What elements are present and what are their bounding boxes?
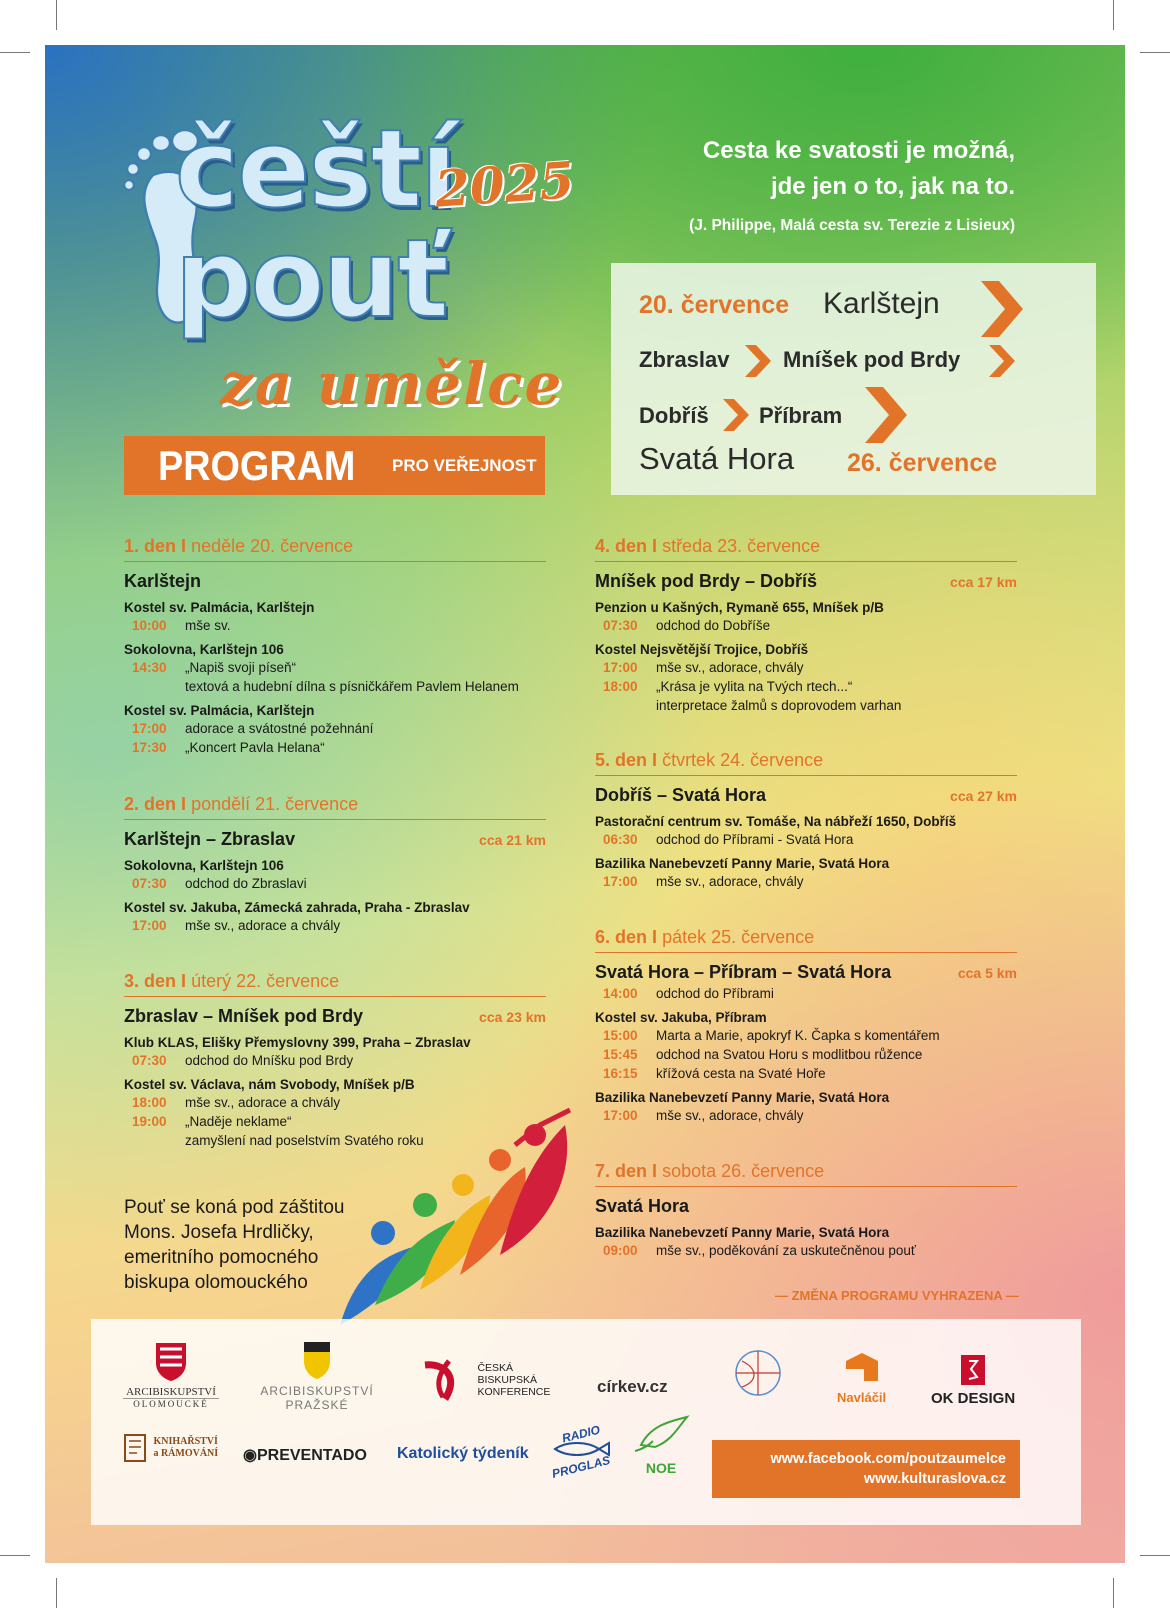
chevron-right-icon [981, 281, 1023, 337]
pin-icon: ◉ [243, 1447, 257, 1464]
day-4 [595, 536, 1017, 717]
venue: Kostel sv. Václava, nám Svobody, Mníšek p/B [124, 1077, 415, 1092]
event [124, 618, 546, 637]
route-name: Dobříš – Svatá Hora [595, 785, 767, 805]
chevron-right-icon [865, 387, 907, 443]
logo-radio-proglas [545, 1422, 617, 1481]
event-time: 19:00 [132, 1114, 167, 1129]
chevron-right-icon [989, 345, 1015, 377]
event [595, 679, 1017, 698]
day-number: 7. den [595, 1161, 648, 1181]
day-separator: I [181, 971, 187, 991]
jubilee-pilgrims-logo [325, 1105, 585, 1335]
day-route [595, 571, 1017, 595]
crop-mark [1113, 1578, 1114, 1608]
logo-cirkev-cz: církev.cz [597, 1377, 668, 1396]
event-description: křížová cesta na Svaté Hoře [656, 1066, 826, 1081]
event-time: 15:45 [603, 1047, 638, 1062]
logo-text: PREVENTADO [256, 1447, 367, 1464]
day-route [595, 962, 1017, 986]
event-description: mše sv. [185, 618, 231, 633]
logo-text: RADIO [560, 1422, 602, 1446]
facebook-link[interactable]: www.facebook.com/poutzaumelce [770, 1451, 1006, 1467]
logo-text: Navláčil [837, 1390, 887, 1405]
venue: Kostel sv. Palmácia, Karlštejn [124, 600, 315, 615]
quote-line-2: jde jen o to, jak na to. [770, 173, 1015, 200]
venue: Bazilika Nanebevzetí Panny Marie, Svatá Hora [595, 1225, 890, 1240]
day-heading [124, 971, 546, 997]
quote-source: (J. Philippe, Malá cesta sv. Terezie z Lisieux) [689, 217, 1015, 234]
logo-ckd [719, 1341, 797, 1406]
route-stop-4: Příbram [759, 403, 843, 428]
logo-knihar [123, 1431, 218, 1465]
route-name: Svatá Hora – Příbram – Svatá Hora [595, 962, 892, 982]
crop-mark [56, 1578, 57, 1608]
day-date: pátek 25. července [662, 927, 815, 947]
event [595, 1047, 1017, 1066]
coat-of-arms-icon [303, 1341, 331, 1379]
event-description: odchod do Příbrami [656, 986, 774, 1001]
day-separator: I [652, 1161, 658, 1181]
day-number: 3. den [124, 971, 177, 991]
crop-mark [1113, 0, 1114, 30]
logo-text: a RÁMOVÁNÍ [153, 1448, 219, 1459]
event [595, 1108, 1017, 1127]
ok-design-mark-icon [961, 1355, 985, 1385]
quote-line-1: Cesta ke svatosti je možná, [702, 137, 1015, 164]
event [595, 660, 1017, 679]
day-separator: I [652, 750, 658, 770]
event-time: 09:00 [603, 1243, 638, 1258]
day-separator: I [181, 794, 187, 814]
logo-text: ČESKÁ [477, 1362, 514, 1374]
event-time: 15:00 [603, 1028, 638, 1043]
coat-of-arms-icon [154, 1341, 188, 1381]
route-name: Karlštejn [124, 571, 202, 591]
event-time: 18:00 [603, 679, 638, 694]
chevron-right-icon [745, 345, 771, 377]
event [124, 721, 546, 740]
day-date: středa 23. července [662, 536, 821, 556]
event-time: 17:00 [132, 918, 167, 933]
event-description: Marta a Marie, apokryf K. Čapka s komentářem [656, 1028, 940, 1043]
day-date: pondělí 21. července [191, 794, 359, 814]
event [595, 1243, 1017, 1262]
day-heading [595, 750, 1017, 776]
crop-mark [1140, 52, 1170, 53]
event-description-2: textová a hudební dílna s písničkářem Pavlem Helanem [185, 679, 519, 694]
logo-preventado [243, 1445, 367, 1465]
day-1 [124, 536, 546, 759]
route-name: Karlštejn – Zbraslav [124, 829, 296, 849]
event [124, 876, 546, 895]
poster [45, 45, 1125, 1563]
globe-icon [728, 1341, 788, 1401]
event-time: 17:00 [132, 721, 167, 736]
day-heading [124, 536, 546, 562]
venue: Sokolovna, Karlštejn 106 [124, 858, 284, 873]
program-label: PROGRAM [158, 442, 356, 489]
event-time: 17:00 [603, 874, 638, 889]
logo-katolicky-tydenik: Katolický týdeník [397, 1445, 529, 1462]
day-route [124, 1006, 546, 1030]
patron-line: emeritního pomocného [124, 1247, 319, 1268]
event [124, 660, 546, 679]
event-description: mše sv., adorace a chvály [185, 1095, 341, 1110]
event [595, 986, 1017, 1005]
event-description-2: zamyšlení nad poselstvím Svatého roku [185, 1133, 424, 1148]
day-number: 5. den [595, 750, 648, 770]
route-name: Zbraslav – Mníšek pod Brdy [124, 1006, 364, 1026]
patron-line: Pouť se koná pod záštitou [124, 1197, 345, 1218]
navlacil-mark-icon [842, 1351, 882, 1385]
day-heading [595, 927, 1017, 953]
event-description: odchod do Příbrami - Svatá Hora [656, 832, 854, 847]
day-route [124, 571, 546, 595]
event-time: 07:30 [603, 618, 638, 633]
event-time: 17:00 [603, 660, 638, 675]
logo-text: BISKUPSKÁ [477, 1374, 537, 1386]
day-date: neděle 20. července [191, 536, 354, 556]
event-time: 07:30 [132, 876, 167, 891]
event-description: mše sv., adorace, chvály [656, 660, 804, 675]
venue: Kostel sv. Palmácia, Karlštejn [124, 703, 315, 718]
route-name: Svatá Hora [595, 1196, 690, 1216]
venue: Sokolovna, Karlštejn 106 [124, 642, 284, 657]
day-route [124, 829, 546, 853]
day-7 [595, 1161, 1017, 1262]
event [124, 1053, 546, 1072]
event-description: „Krása je vylita na Tvých rtech...“ [656, 679, 853, 694]
event-time: 07:30 [132, 1053, 167, 1068]
event-description: mše sv., adorace, chvály [656, 874, 804, 889]
day-heading [595, 1161, 1017, 1187]
route-box [611, 263, 1096, 495]
program-sublabel: PRO VEŘEJNOST [392, 456, 537, 475]
crop-mark [1140, 1555, 1170, 1556]
route-stop-2: Mníšek pod Brdy [783, 347, 961, 372]
logo-ceska-biskupska-konference [419, 1359, 550, 1401]
event-description: „Napiš svoji píseň“ [185, 660, 297, 675]
day-number: 6. den [595, 927, 648, 947]
book-icon [123, 1431, 149, 1465]
route-name: Mníšek pod Brdy – Dobříš [595, 571, 818, 591]
route-end-date: 26. července [847, 449, 998, 477]
route-distance: cca 21 km [479, 832, 546, 848]
title-line-1: čeští [175, 107, 456, 232]
day-6 [595, 927, 1017, 1127]
event [595, 1066, 1017, 1085]
event-description: odchod do Mníšku pod Brdy [185, 1053, 354, 1068]
day-date: čtvrtek 24. července [662, 750, 824, 770]
venue: Kostel sv. Jakuba, Příbram [595, 1010, 767, 1025]
event-time: 14:00 [603, 986, 638, 1001]
patron-note [124, 1195, 345, 1295]
event-description: odchod do Dobříše [656, 618, 771, 633]
logo-text: OLOMOUCKÉ [133, 1399, 209, 1409]
day-separator: I [652, 536, 658, 556]
logo-text: ARCIBISKUPSTVÍ [260, 1384, 374, 1398]
cbk-mark-icon [419, 1359, 473, 1401]
event-description: mše sv., poděkování za uskutečněnou pouť [656, 1243, 916, 1258]
route-stop-1: Zbraslav [639, 347, 730, 372]
logo-arcibiskupstvi-olomoucke [123, 1341, 219, 1409]
day-separator: I [181, 536, 187, 556]
route-distance: cca 5 km [957, 965, 1017, 981]
logo-noe [631, 1415, 691, 1476]
event-description-2: interpretace žalmů s doprovodem varhan [656, 698, 902, 713]
route-distance: cca 23 km [479, 1009, 546, 1025]
logo-text: PRAŽSKÉ [285, 1398, 349, 1412]
event-time: 18:00 [132, 1095, 167, 1110]
title-line-2: pouť [175, 217, 448, 342]
crop-mark [0, 52, 30, 53]
event [595, 832, 1017, 851]
event [124, 740, 546, 759]
route-stop-3: Dobříš [639, 403, 709, 428]
logo-text: PROGLAS [550, 1453, 612, 1481]
event-description: mše sv., adorace, chvály [656, 1108, 804, 1123]
route-distance: cca 17 km [950, 574, 1017, 590]
logo-text: KONFERENCE [477, 1386, 551, 1398]
event-description: adorace a svátostné požehnání [185, 721, 374, 736]
event-description: „Koncert Pavla Helana“ [185, 740, 325, 755]
event [595, 1028, 1017, 1047]
route-start-place: Karlštejn [823, 287, 940, 320]
program-bar [124, 436, 545, 495]
route-start-date: 20. července [639, 291, 790, 319]
venue: Penzion u Kašných, Rymaně 655, Mníšek p/B [595, 600, 884, 615]
logo-navlacil [837, 1351, 886, 1405]
day-separator: I [652, 927, 658, 947]
event-time: 06:30 [603, 832, 638, 847]
logo-text: ARCIBISKUPSTVÍ [123, 1386, 219, 1399]
venue: Pastorační centrum sv. Tomáše, Na nábřeží 1650, Dobříš [595, 814, 957, 829]
event-description: mše sv., adorace a chvály [185, 918, 341, 933]
venue: Klub KLAS, Elišky Přemyslovny 399, Praha – Zbraslav [124, 1035, 471, 1050]
venue: Bazilika Nanebevzetí Panny Marie, Svatá Hora [595, 856, 890, 871]
day-date: sobota 26. července [662, 1161, 825, 1181]
day-route [595, 785, 1017, 809]
event [595, 874, 1017, 893]
day-2 [124, 794, 546, 937]
crop-mark [0, 1555, 30, 1556]
event-time: 14:30 [132, 660, 167, 675]
venue: Bazilika Nanebevzetí Panny Marie, Svatá Hora [595, 1090, 890, 1105]
route-distance: cca 27 km [950, 788, 1017, 804]
logo-ok-design [931, 1355, 1015, 1407]
venue: Kostel Nejsvětější Trojice, Dobříš [595, 642, 809, 657]
event-time: 16:15 [603, 1066, 638, 1081]
day-heading [595, 536, 1017, 562]
venue: Kostel sv. Jakuba, Zámecká zahrada, Praha - Zbraslav [124, 900, 470, 915]
day-number: 1. den [124, 536, 177, 556]
subtitle: za umělce [220, 350, 564, 418]
day-heading [124, 794, 546, 820]
logo-text: KNIHAŘSTVÍ [153, 1436, 218, 1447]
day-number: 2. den [124, 794, 177, 814]
crop-mark [56, 0, 57, 30]
event-description: odchod do Zbraslavi [185, 876, 307, 891]
logo-text: OK DESIGN [931, 1390, 1016, 1407]
year: 2025 [433, 150, 577, 219]
day-number: 4. den [595, 536, 648, 556]
event [595, 618, 1017, 637]
event-description: odchod na Svatou Horu s modlitbou růžence [656, 1047, 923, 1062]
logo-arcibiskupstvi-prazske [257, 1341, 377, 1412]
patron-line: biskupa olomouckého [124, 1272, 308, 1293]
web-link[interactable]: www.kulturaslova.cz [863, 1471, 1006, 1487]
day-route [595, 1196, 1017, 1220]
event [124, 918, 546, 937]
event-time: 17:30 [132, 740, 167, 755]
dove-icon [631, 1415, 691, 1455]
day-date: úterý 22. července [191, 971, 340, 991]
links-box [712, 1440, 1020, 1498]
day-5 [595, 750, 1017, 893]
route-end-place: Svatá Hora [639, 441, 795, 476]
event-description: „Naděje neklame“ [185, 1114, 292, 1129]
patron-line: Mons. Josefa Hrdličky, [124, 1222, 314, 1243]
program-change-note: — ZMĚNA PROGRAMU VYHRAZENA — [775, 1288, 1019, 1303]
event-time: 10:00 [132, 618, 167, 633]
chevron-right-icon [723, 399, 749, 431]
event-time: 17:00 [603, 1108, 638, 1123]
logo-text: NOE [645, 1460, 677, 1476]
